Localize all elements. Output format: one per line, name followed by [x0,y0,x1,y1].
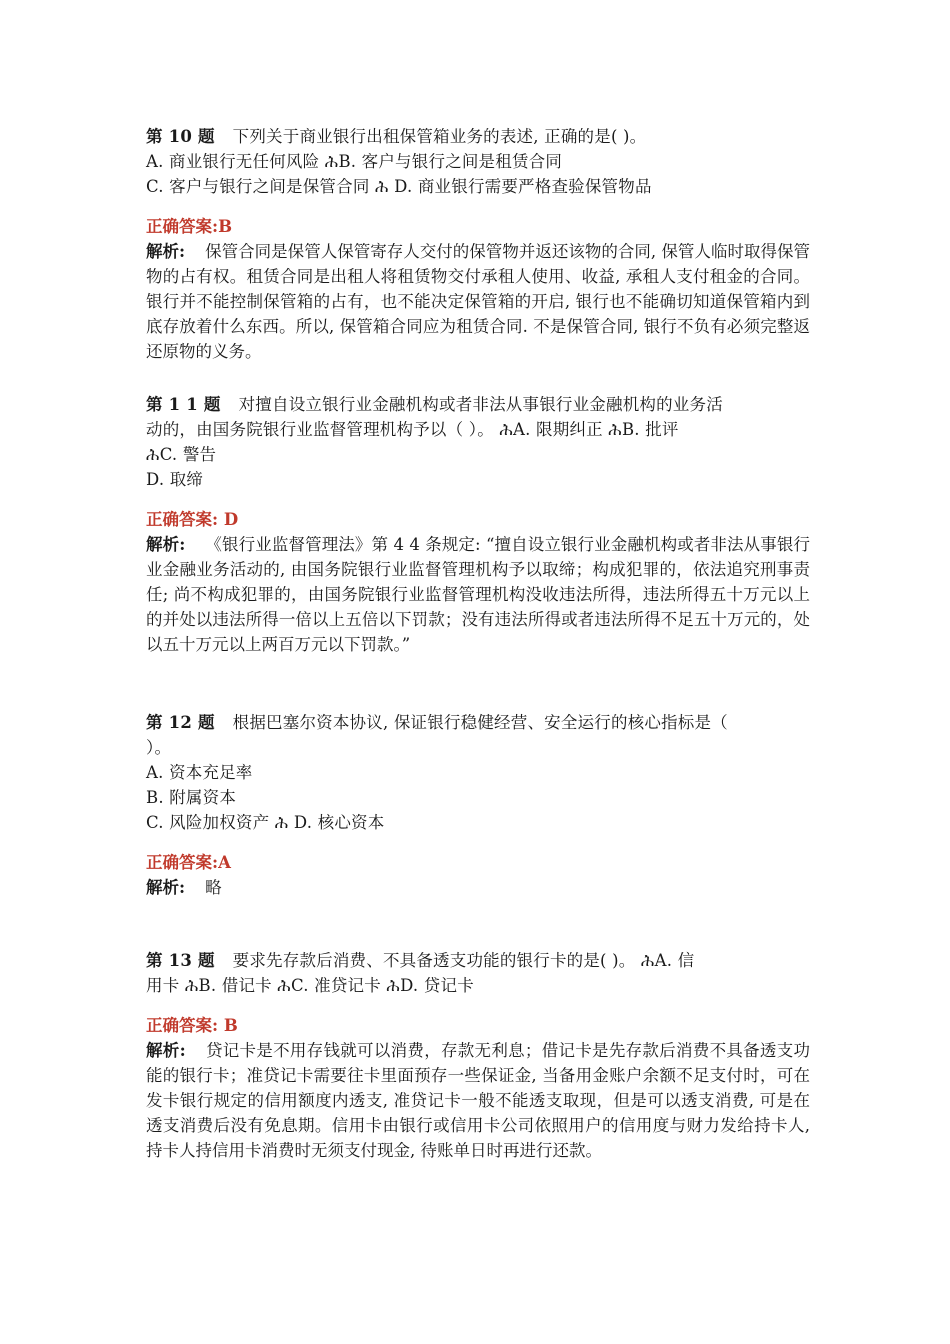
question-text: 下列关于商业银行出租保管箱业务的表述, 正确的是( )。 [232,127,647,146]
question-stem [146,124,810,149]
correct-answer: 正确答案:A [146,853,231,872]
option-line: B. 附属资本 [146,788,237,807]
question-number: 第 12 题 [146,713,215,732]
explanation-label: 解析: [146,535,186,554]
question-10 [146,124,810,364]
option-line: A. 资本充足率 [146,763,253,782]
question-stem [146,948,810,973]
explanation-text: 略 [205,878,222,897]
option-line: ）。 [146,738,172,757]
question-text: 对擅自设立银行业金融机构或者非法从事银行业金融机构的业务活 [238,395,723,414]
explanation-text: 贷记卡是不用存钱就可以消费，存款无利息；借记卡是先存款后消费不具备透支功能的银行卡；准贷记卡需要往卡里面预存一些保证金, 当备用金账户余额不足支付时，可在发卡银行规定的信用额度内透支, 准贷记卡一般不能透支取现，但是可以透支消费, 可是在透支消费后没有免息期。信用卡由银行或信用卡公司依照用户的信用度与财力发给持卡人, 持卡人持信用卡消费时无须支付现金, 待账单日时再进行还款。 [146,1041,811,1160]
explanation-text: 保管合同是保管人保管寄存人交付的保管物并返还该物的合同, 保管人临时取得保管物的占有权。租赁合同是出租人将租赁物交付承租人使用、收益, 承租人支付租金的合同。银行并不能控制保管箱的占有，也不能决定保管箱的开启, 银行也不能确切知道保管箱内到底存放着什么东西。所以, 保管箱合同应为租赁合同. 不是保管合同, 银行不负有必须完整返还原物的义务。 [146,242,811,361]
explanation-label: 解析: [146,242,186,261]
option-line: C. 客户与银行之间是保管合同 ሕ D. 商业银行需要严格查验保管物品 [146,177,652,196]
explanation-label: 解析: [146,1041,186,1060]
question-12 [146,710,810,900]
explanation [146,875,810,900]
correct-answer: 正确答案: B [146,1016,238,1035]
question-text: 要求先存款后消费、不具备透支功能的银行卡的是( )。 ሕA. 信 [232,951,695,970]
question-11 [146,392,810,657]
option-line: 动的，由国务院银行业监督管理机构予以（ ）。 ሕA. 限期纠正 ሕB. 批评 [146,420,679,439]
correct-answer: 正确答案:B [146,217,233,236]
option-line: A. 商业银行无任何风险 ሕB. 客户与银行之间是租赁合同 [146,152,563,171]
option-line: ሕC. 警告 [146,445,217,464]
question-text: 根据巴塞尔资本协议, 保证银行稳健经营、安全运行的核心指标是（ [232,713,728,732]
option-line: 用卡 ሕB. 借记卡 ሕC. 准贷记卡 ሕD. 贷记卡 [146,976,474,995]
question-number: 第 1 1 题 [146,395,221,414]
explanation-label: 解析: [146,878,186,897]
question-13 [146,948,810,1163]
explanation [146,1038,810,1163]
explanation-text: 《银行业监督管理法》第 4 4 条规定: “擅自设立银行业金融机构或者非法从事银行业金融业务活动的, 由国务院银行业监督管理机构予以取缔；构成犯罪的，依法追究刑事责任; 尚不构成犯罪的，由国务院银行业监督管理机构没收违法所得，违法所得五十万元以上的并处以违法所得一倍以上五倍以下罚款；没有违法所得或者违法所得不足五十万元的，处以五十万元以上两百万元以下罚款。” [146,535,810,654]
question-number: 第 10 题 [146,127,215,146]
explanation [146,239,810,364]
explanation [146,532,810,657]
option-line: C. 风险加权资产 ሕ D. 核心资本 [146,813,385,832]
question-stem [146,710,810,735]
option-line: D. 取缔 [146,470,204,489]
question-number: 第 13 题 [146,951,215,970]
question-stem [146,392,810,417]
correct-answer: 正确答案: D [146,510,239,529]
